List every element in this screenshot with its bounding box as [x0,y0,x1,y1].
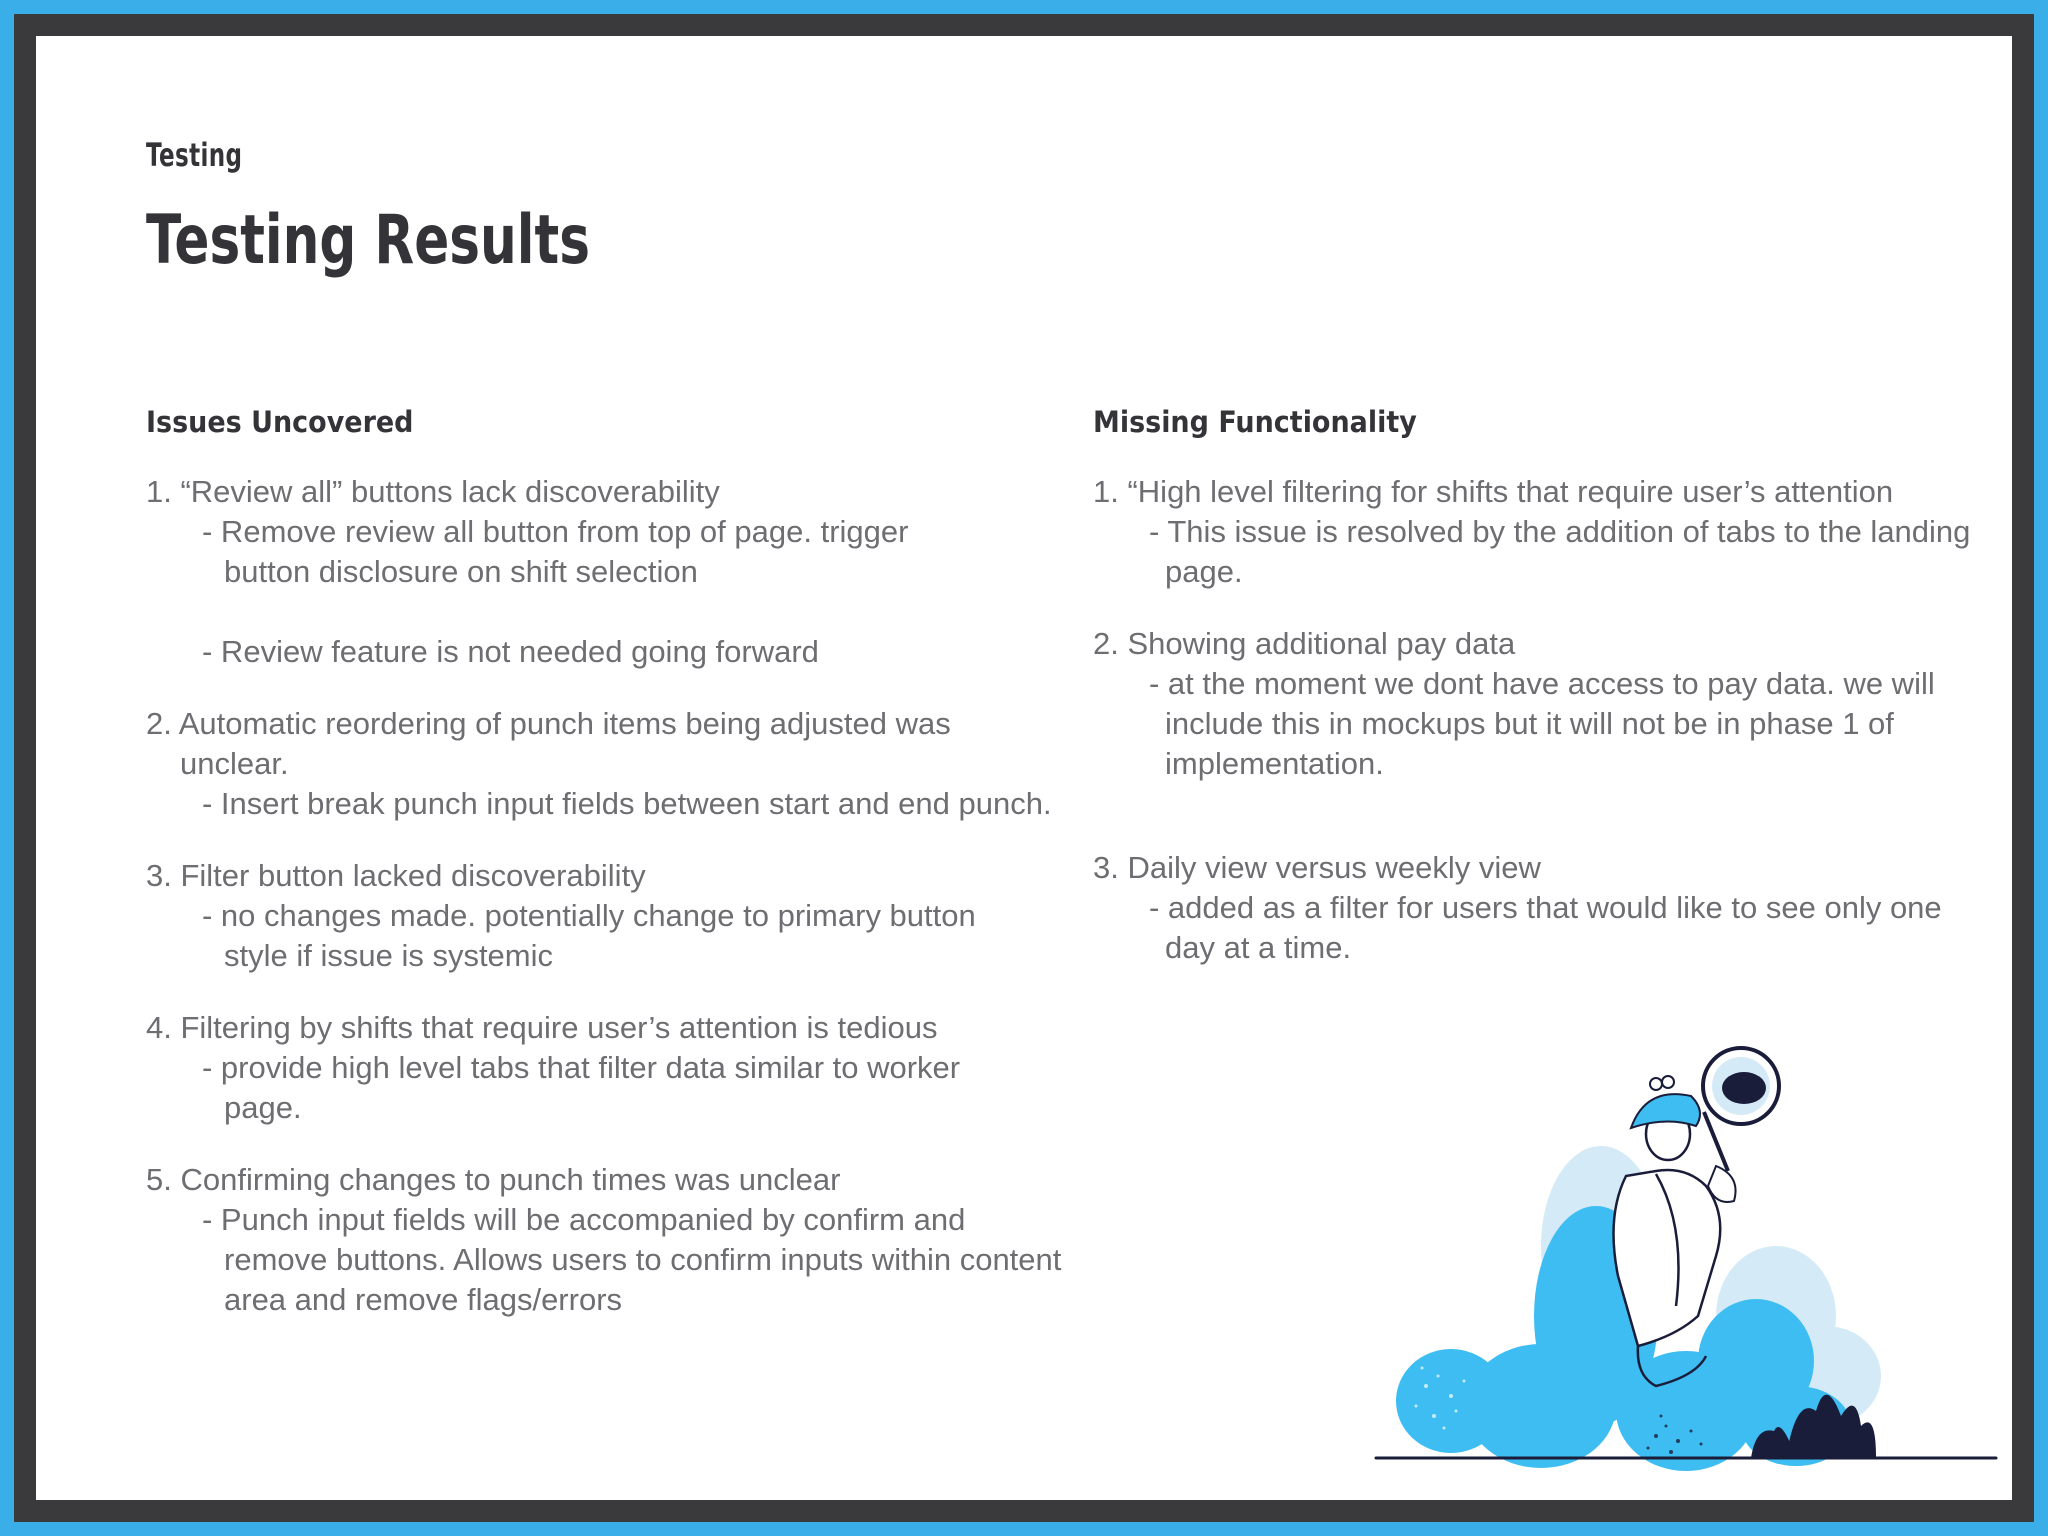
issue-item [146,472,1066,672]
issue-note: - no changes made. potentially change to primary button style if issue is systemic [202,898,976,973]
issue-title: 1. “Review all” buttons lack discoverability [146,474,720,509]
missing-note: - added as a filter for users that would like to see only one day at a time. [1149,890,1942,965]
missing-note: - at the moment we dont have access to pay data. we will include this in mockups but it will not be in phase 1 of implementation. [1149,666,1935,781]
bush [1466,1344,1616,1468]
missing-heading: Missing Functionality [1093,405,1417,439]
missing-item [1093,624,1973,784]
hat-bow [1650,1078,1662,1090]
missing-note: - This issue is resolved by the addition of tabs to the landing page. [1149,514,1971,589]
missing-title: 3. Daily view versus weekly view [1093,850,1541,885]
missing-title: 1. “High level filtering for shifts that require user’s attention [1093,474,1894,509]
issue-item [146,1160,1066,1320]
issue-title: 2. Automatic reordering of punch items being adjusted was unclear. [146,706,951,781]
issue-item [146,704,1066,824]
issues-heading: Issues Uncovered [146,405,414,439]
slide-frame [14,14,2034,1522]
eyebrow-label: Testing [146,136,243,174]
slide [36,36,2012,1500]
issue-note: - Review feature is not needed going forward [202,634,819,669]
issue-item [146,856,1066,976]
person-with-magnifying-glass-illustration [1356,1016,2016,1486]
issue-title: 5. Confirming changes to punch times was unclear [146,1162,841,1197]
missing-item [1093,472,1973,592]
magnifier-eye [1722,1072,1766,1104]
missing-functionality-section [1093,402,1973,1000]
issue-title: 4. Filtering by shifts that require user’s attention is tedious [146,1010,938,1045]
issue-title: 3. Filter button lacked discoverability [146,858,646,893]
issue-item [146,1008,1066,1128]
page-title: Testing Results [146,201,590,280]
issue-note: - provide high level tabs that filter data similar to worker page. [202,1050,961,1125]
issue-note: - Insert break punch input fields between start and end punch. [202,786,1052,821]
issue-note: - Remove review all button from top of page. trigger button disclosure on shift selection [202,514,909,589]
issue-note: - Punch input fields will be accompanied by confirm and remove buttons. Allows users to confirm inputs within content area and remove flags/errors [202,1202,1062,1317]
hat-bow [1662,1076,1674,1088]
missing-item [1093,848,1973,968]
issues-uncovered-section [146,402,1066,1352]
missing-title: 2. Showing additional pay data [1093,626,1516,661]
